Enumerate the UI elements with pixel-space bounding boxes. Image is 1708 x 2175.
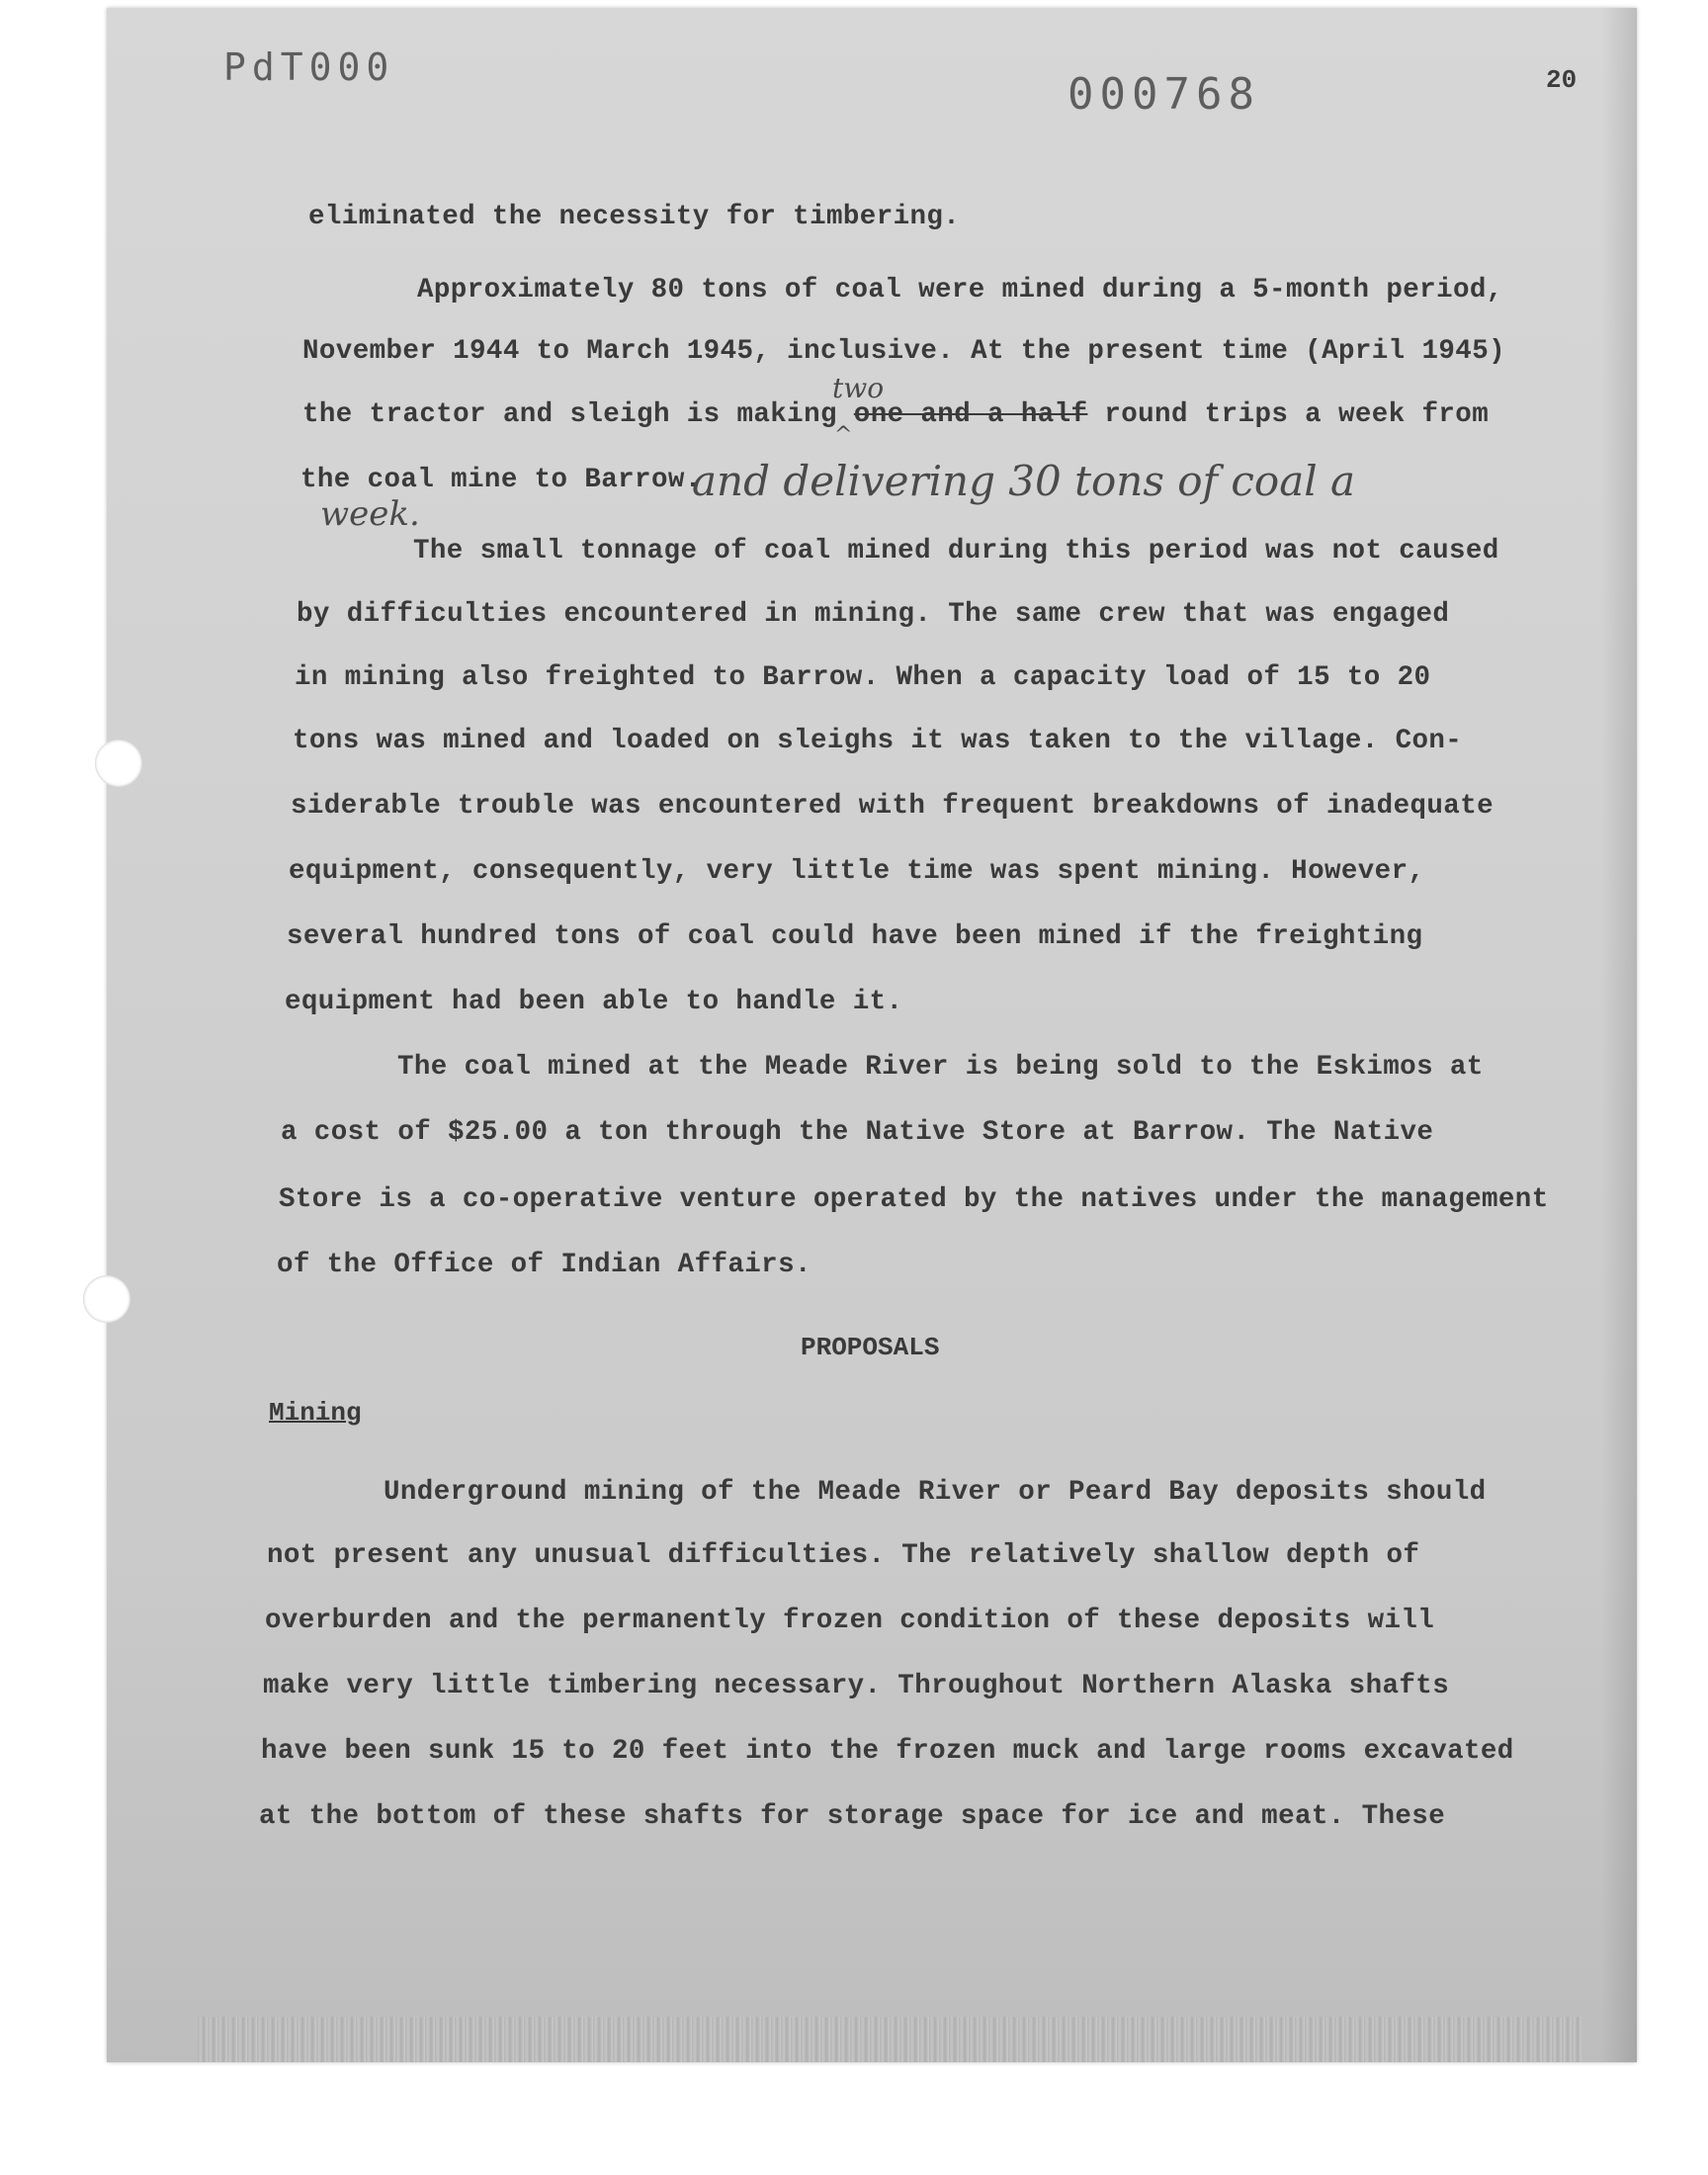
text-line: The coal mined at the Meade River is being sold to the Eskimos at [397,1052,1484,1083]
punch-hole-lower [83,1275,130,1323]
handwritten-annotation: and delivering 30 tons of coal a [692,457,1356,505]
handwritten-annotation: week. [320,494,420,534]
text-line: at the bottom of these shafts for storage space for ice and meat. These [259,1801,1446,1832]
struck-text: one and a half [853,399,1088,430]
stamp-top-left: PdT000 [223,45,395,89]
text-line: Underground mining of the Meade River or Peard Bay deposits should [384,1477,1487,1508]
text-line: equipment had been able to handle it. [285,987,903,1017]
text-line: in mining also freighted to Barrow. When a capacity load of 15 to 20 [295,662,1431,693]
text-line: equipment, consequently, very little time was spent mining. However, [289,856,1425,887]
punch-hole-upper [95,740,142,787]
text-line: have been sunk 15 to 20 feet into the frozen muck and large rooms excavated [261,1736,1514,1767]
text-line: by difficulties encountered in mining. The same crew that was engaged [297,599,1450,630]
text-line: overburden and the permanently frozen condition of these deposits will [265,1606,1435,1636]
page-edge-shadow [1601,8,1637,2062]
text-segment: the tractor and sleigh is making [302,399,837,430]
insertion-caret: ^ [834,423,853,448]
text-segment: round trips a week from [1104,399,1490,430]
text-line: Approximately 80 tons of coal were mined during a 5-month period, [417,275,1503,305]
page-number: 20 [1546,65,1578,95]
handwritten-insert: two [832,372,885,404]
stamp-document-number: 000768 [1068,69,1260,120]
text-line: tons was mined and loaded on sleighs it was taken to the village. Con- [293,726,1463,756]
text-line: The small tonnage of coal mined during this period was not caused [413,536,1499,566]
text-line: a cost of $25.00 a ton through the Native Store at Barrow. The Native [281,1117,1434,1148]
text-line: not present any unusual difficulties. The relatively shallow depth of [267,1540,1420,1571]
section-heading: PROPOSALS [801,1333,940,1362]
text-line: siderable trouble was encountered with frequent breakdowns of inadequate [291,791,1494,822]
text-line-with-correction [302,399,1489,430]
scan-artifact-strip [198,2017,1581,2062]
text-line: eliminated the necessity for timbering. [308,202,961,232]
text-line: make very little timbering necessary. Throughout Northern Alaska shafts [263,1671,1450,1701]
text-line: Store is a co-operative venture operated by the natives under the management [279,1184,1549,1215]
text-line: November 1944 to March 1945, inclusive. At the present time (April 1945) [302,336,1505,367]
subsection-heading: Mining [269,1398,362,1428]
text-line: the coal mine to Barrow. [300,465,702,495]
text-line: several hundred tons of coal could have been mined if the freighting [287,921,1423,952]
text-line: of the Office of Indian Affairs. [277,1250,811,1280]
